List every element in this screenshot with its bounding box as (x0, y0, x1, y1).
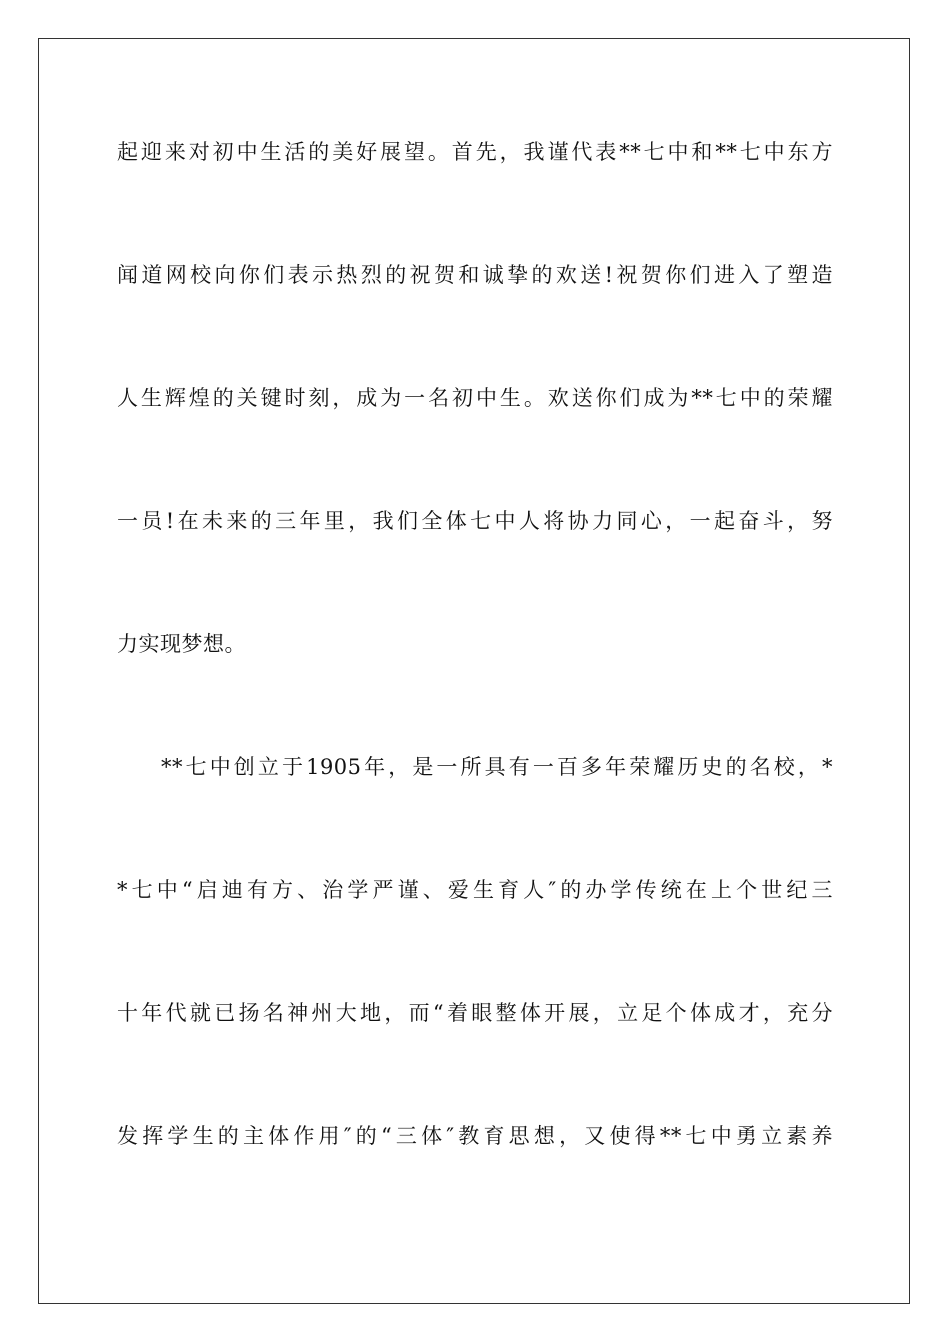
text-line-9: 发挥学生的主体作用″的“三体″教育思想，又使得**七中勇立素养 (117, 1124, 833, 1148)
text-line-3: 人生辉煌的关键时刻，成为一名初中生。欢送你们成为**七中的荣耀 (117, 386, 833, 410)
text-line-5: 力实现梦想。 (117, 632, 246, 656)
text-line-8: 十年代就已扬名神州大地，而“着眼整体开展，立足个体成才，充分 (117, 1001, 833, 1025)
text-line-4: 一员!在未来的三年里，我们全体七中人将协力同心，一起奋斗，努 (117, 509, 833, 533)
text-line-7: *七中“启迪有方、治学严谨、爱生育人″的办学传统在上个世纪三 (117, 878, 833, 902)
text-line-1: 起迎来对初中生活的美好展望。首先，我谨代表**七中和**七中东方 (117, 140, 833, 164)
text-line-6: **七中创立于1905年，是一所具有一百多年荣耀历史的名校，* (161, 755, 833, 779)
text-line-2: 闻道网校向你们表示热烈的祝贺和诚挚的欢送!祝贺你们进入了塑造 (117, 263, 833, 287)
page-frame (38, 38, 910, 1304)
